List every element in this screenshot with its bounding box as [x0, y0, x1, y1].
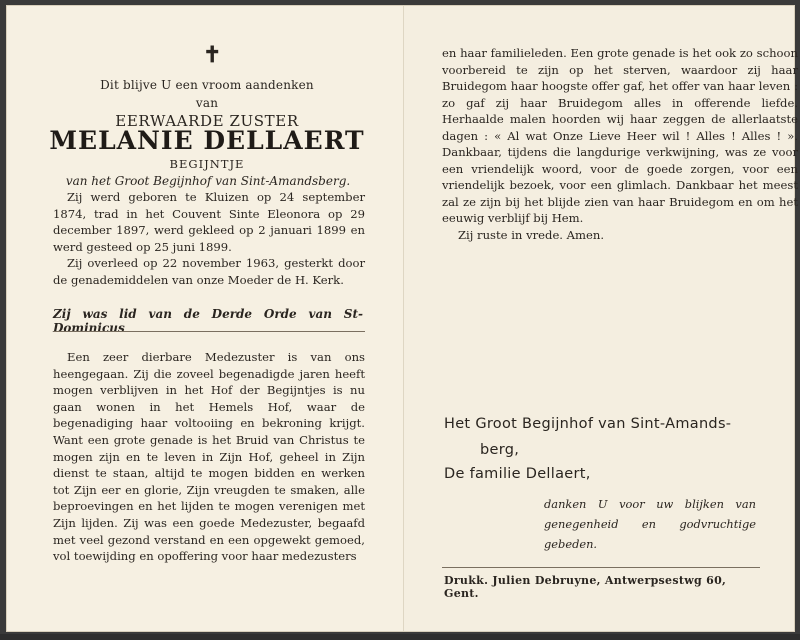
signature-family: De familie Dellaert, [444, 466, 591, 482]
right-page [404, 6, 798, 631]
signature-begijnhof-cont: berg, [480, 442, 520, 458]
divider [442, 567, 760, 568]
continuation-text: en haar familieleden. Een grote genade is het ook zo schoon voorbereid te zijn op het sterven, waardoor zij haar Bruidegom haar hoogste offer gaf, het offer van haar leven : zo gaf zij haar Bruidegom alles in offerende liefde. Herhaalde malen hoorden wij haar zeggen de allerlaatste dagen : « Al wat Onze Lieve Heer wil ! Alles ! Alles ! ». Dankbaar, tijdens die langdurige verkwijning, was ze voor een vriendelijk woord, voor de goede zorgen, voor een vriendelijk bezoek, voor een glimlach. Dankbaar het meest zal ze zijn bij het blijde zien van haar Bruidegom en om het eeuwig verblijf bij Hem. [442, 46, 798, 225]
role-label: BEGIJNTJE [169, 157, 245, 171]
printer-credit: Drukk. Julien Debruyne, Antwerpsestwg 60, Gent. [444, 574, 727, 600]
death-paragraph: Zij overleed op 22 november 1963, gesterkt door de genademiddelen van onze Moeder de H. Kerk. [53, 256, 365, 287]
intro-van: van [195, 96, 219, 110]
signature-begijnhof: Het Groot Begijnhof van Sint-Amands- [444, 416, 732, 432]
divider [53, 331, 365, 332]
memorial-card [6, 5, 798, 632]
rest-in-peace: Zij ruste in vrede. Amen. [458, 227, 605, 242]
eulogy-text: Een zeer dierbare Medezuster is van ons heengegaan. Zij die zoveel begenadigde jaren heeft mogen verblijven in het Hof der Begijntjes is nu gaan wonen in het Hemels Hof, waar de begenadiging haar voltooiing en bekroning krijgt. Want een grote genade is het Bruid van Christus te mogen zijn en te leven in Zijn Hof, geheel in Zijn dienst te staan, altijd te mogen bidden en werken tot Zijn eer en glorie, Zijn vreugden te smaken, alle beproevingen en het lijden te mogen verenigen met Zijn lijden. Zij was een goede Medezuster, begaafd met veel gezond verstand en een opgewekt gemoed, vol toewijding en opoffering voor haar medezusters [53, 350, 365, 564]
community-line: van het Groot Begijnhof van Sint-Amandsberg. [65, 174, 351, 188]
sister-title: EERWAARDE ZUSTER [115, 112, 299, 130]
order-membership: Zij was lid van de Derde Orde van St-Dominicus [53, 307, 363, 335]
biography-paragraph: Zij werd geboren te Kluizen op 24 september 1874, trad in het Couvent Sinte Eleonora op 29 december 1897, werd gekleed op 2 januari 1899 en werd gesteed op 25 juni 1899. [53, 190, 365, 254]
intro-line: Dit blijve U een vroom aandenken [100, 78, 314, 92]
thanks-text: danken U voor uw blijken van genegenheid en godvruchtige gebeden. [544, 497, 756, 551]
cross-icon: ✝ [203, 42, 222, 68]
background-edge [0, 634, 800, 640]
deceased-name: MELANIE DELLAERT [49, 126, 365, 155]
left-page [7, 6, 403, 631]
eulogy-continuation [442, 45, 798, 243]
